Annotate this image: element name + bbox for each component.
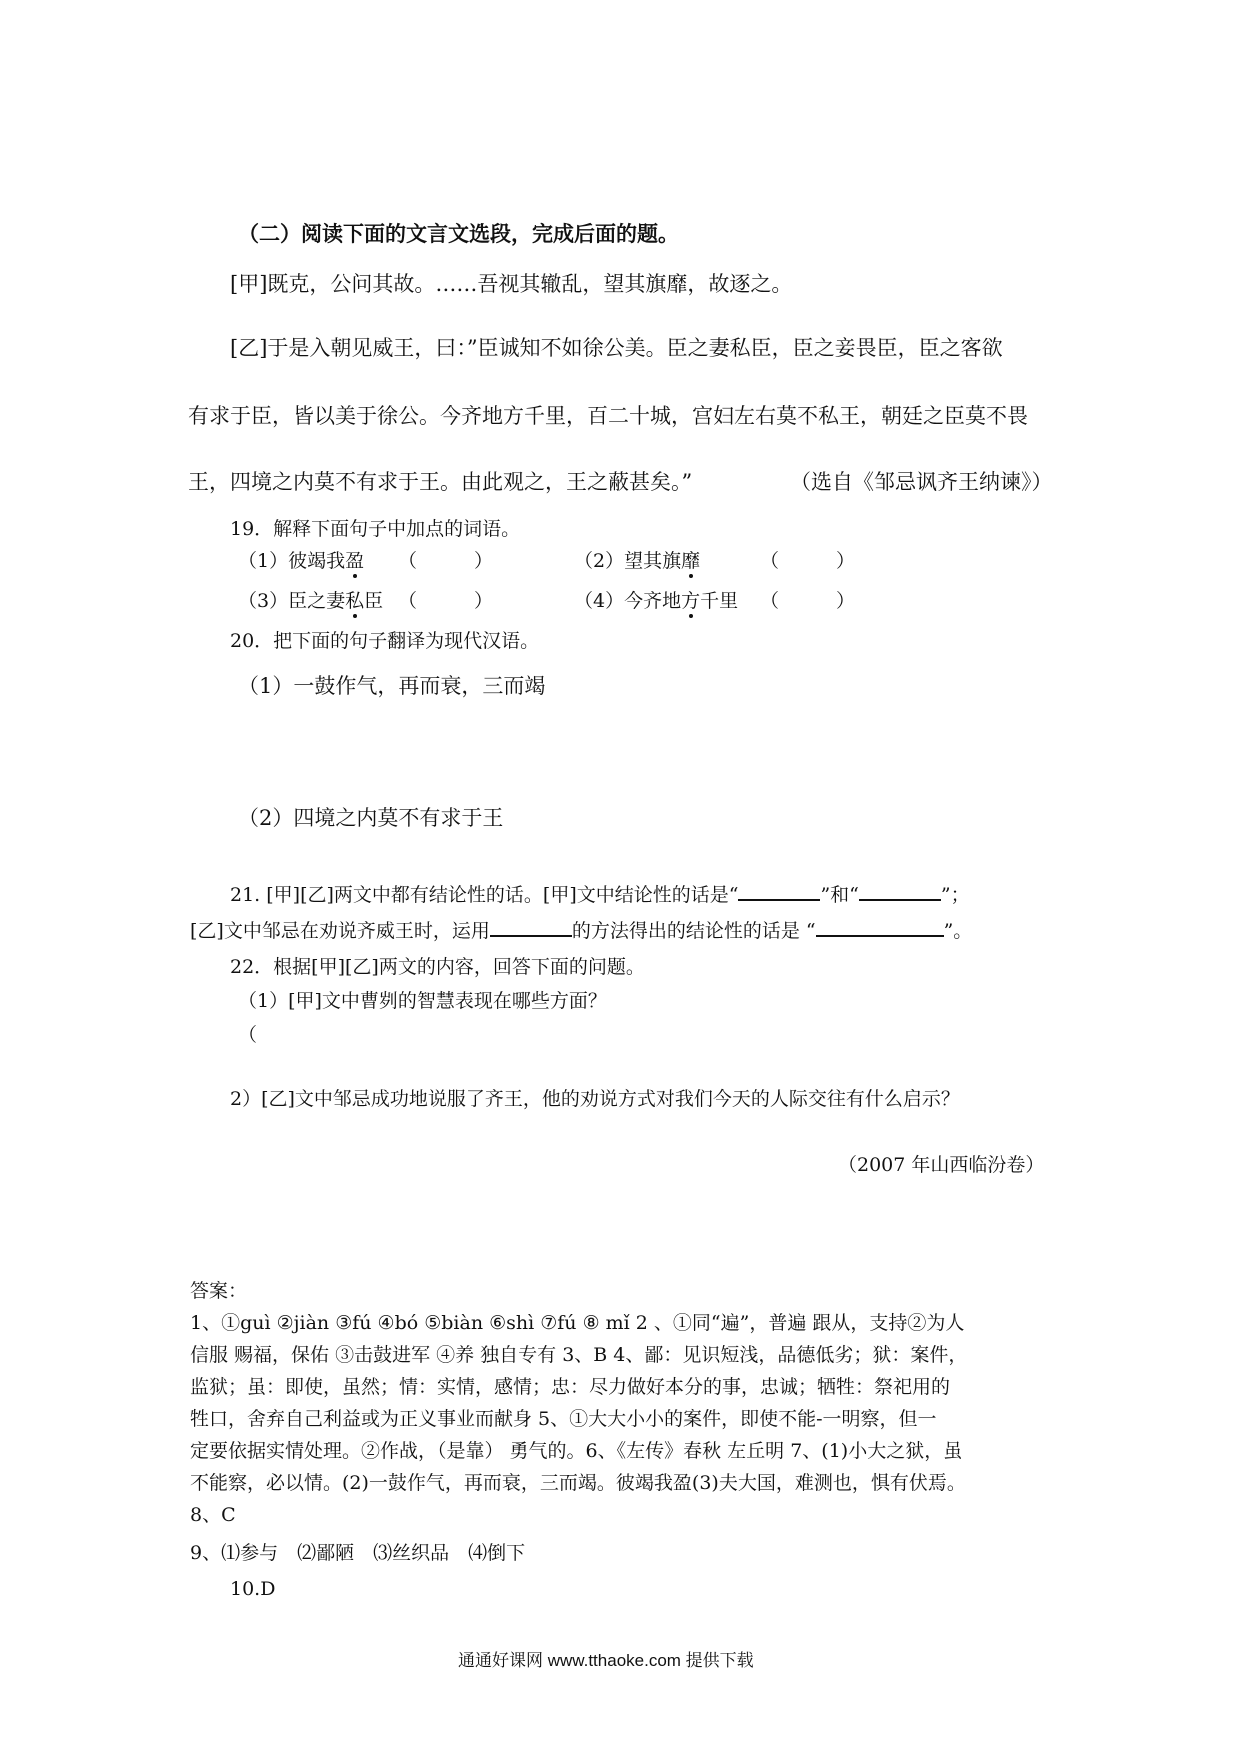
passage-yi-line-3: 王，四境之内莫不有求于王。由此观之，王之蔽甚矣。”	[188, 470, 693, 494]
q21-line-2: [乙]文中邹忌在劝说齐威王时，运用 的方法得出的结论性的话是 “ ”。	[190, 916, 972, 943]
q21-blank-4[interactable]	[816, 917, 944, 937]
dotted-char: 靡	[681, 546, 700, 573]
q19-item-1-answer[interactable]: （ ）	[398, 550, 494, 572]
passage-yi-line-1: [乙]于是入朝见威王，曰：”臣诚知不如徐公美。臣之妻私臣，臣之妾畏臣，臣之客欲	[230, 336, 1003, 360]
answer-line-7: 8、C	[190, 1504, 236, 1526]
footer-download-note: 通通好课网 www.tthaoke.com 提供下载	[458, 1651, 754, 1670]
q22-open-paren: （	[238, 1024, 258, 1046]
q19-item-3-answer[interactable]: （ ）	[398, 590, 494, 612]
passage-yi-line-2: 有求于臣，皆以美于徐公。今齐地方千里，百二十城，宫妇左右莫不私王，朝廷之臣莫不畏	[188, 404, 1028, 428]
q19-item-4: （4）今齐地方千里	[574, 586, 738, 613]
q22-item-1: （1）[甲]文中曹刿的智慧表现在哪些方面？	[238, 990, 607, 1012]
dotted-char: 盈	[345, 546, 364, 573]
q21-blank-2[interactable]	[859, 881, 941, 901]
dotted-char: 私	[345, 586, 364, 613]
answer-line-9: 10.D	[230, 1578, 276, 1600]
exam-source: （2007 年山西临汾卷）	[838, 1154, 1045, 1176]
q22-prompt: 22．根据[甲][乙]两文的内容，回答下面的问题。	[230, 956, 645, 978]
passage-jia: [甲]既克，公问其故。……吾视其辙乱，望其旗靡，故逐之。	[230, 272, 793, 296]
answer-line-5: 定要依据实情处理。②作战，（是靠） 勇气的。6、《左传》春秋 左丘明 7、(1)小大之狱，虽	[190, 1440, 963, 1462]
dotted-char: 方	[681, 586, 700, 613]
answer-line-2: 信服 赐福，保佑 ③击鼓进军 ④养 独自专有 3、B 4、鄙：见识短浅，品德低劣；狱：案件，	[190, 1344, 968, 1366]
answers-heading: 答案：	[190, 1280, 248, 1302]
q20-prompt: 20．把下面的句子翻译为现代汉语。	[230, 630, 540, 652]
q19-prompt: 19．解释下面句子中加点的词语。	[230, 518, 521, 540]
q19-item-2: （2）望其旗靡	[574, 546, 700, 573]
q21-line-1: 21. [甲][乙]两文中都有结论性的话。[甲]文中结论性的话是“ ”和“ ”；	[230, 880, 970, 907]
answer-line-8: 9、⑴参与 ⑵鄙陋 ⑶丝织品 ⑷倒下	[190, 1542, 526, 1564]
q19-item-1: （1）彼竭我盈	[238, 546, 364, 573]
answer-line-1: 1、①guì ②jiàn ③fú ④bó ⑤biàn ⑥shì ⑦fú ⑧ mǐ 2 、①同“遍”，普遍 跟从，支持②为人	[190, 1312, 965, 1334]
q21-blank-1[interactable]	[738, 881, 820, 901]
q19-item-2-answer[interactable]: （ ）	[760, 550, 856, 572]
q19-item-4-answer[interactable]: （ ）	[760, 590, 856, 612]
answer-line-6: 不能察，必以情。(2)一鼓作气，再而衰，三而竭。彼竭我盈(3)夫大国，难测也，惧有伏焉。	[190, 1472, 966, 1494]
q21-blank-3[interactable]	[490, 917, 572, 937]
answer-line-3: 监狱；虽：即使，虽然；情：实情，感情；忠：尽力做好本分的事，忠诚；牺牲：祭祀用的	[190, 1376, 951, 1398]
source-note: （选自《邹忌讽齐王纳谏》）	[790, 470, 1053, 494]
q22-item-2: 2）[乙]文中邹忌成功地说服了齐王，他的劝说方式对我们今天的人际交往有什么启示？	[230, 1088, 960, 1110]
q19-item-3: （3）臣之妻私臣	[238, 586, 383, 613]
answer-line-4: 牲口，舍弃自己利益或为正义事业而献身 5、①大大小小的案件，即使不能-一明察，但一	[190, 1408, 937, 1430]
q20-item-2: （2）四境之内莫不有求于王	[238, 806, 504, 830]
q20-item-1: （1）一鼓作气，再而衰，三而竭	[238, 674, 546, 698]
section-heading: （二）阅读下面的文言文选段，完成后面的题。	[238, 221, 679, 246]
